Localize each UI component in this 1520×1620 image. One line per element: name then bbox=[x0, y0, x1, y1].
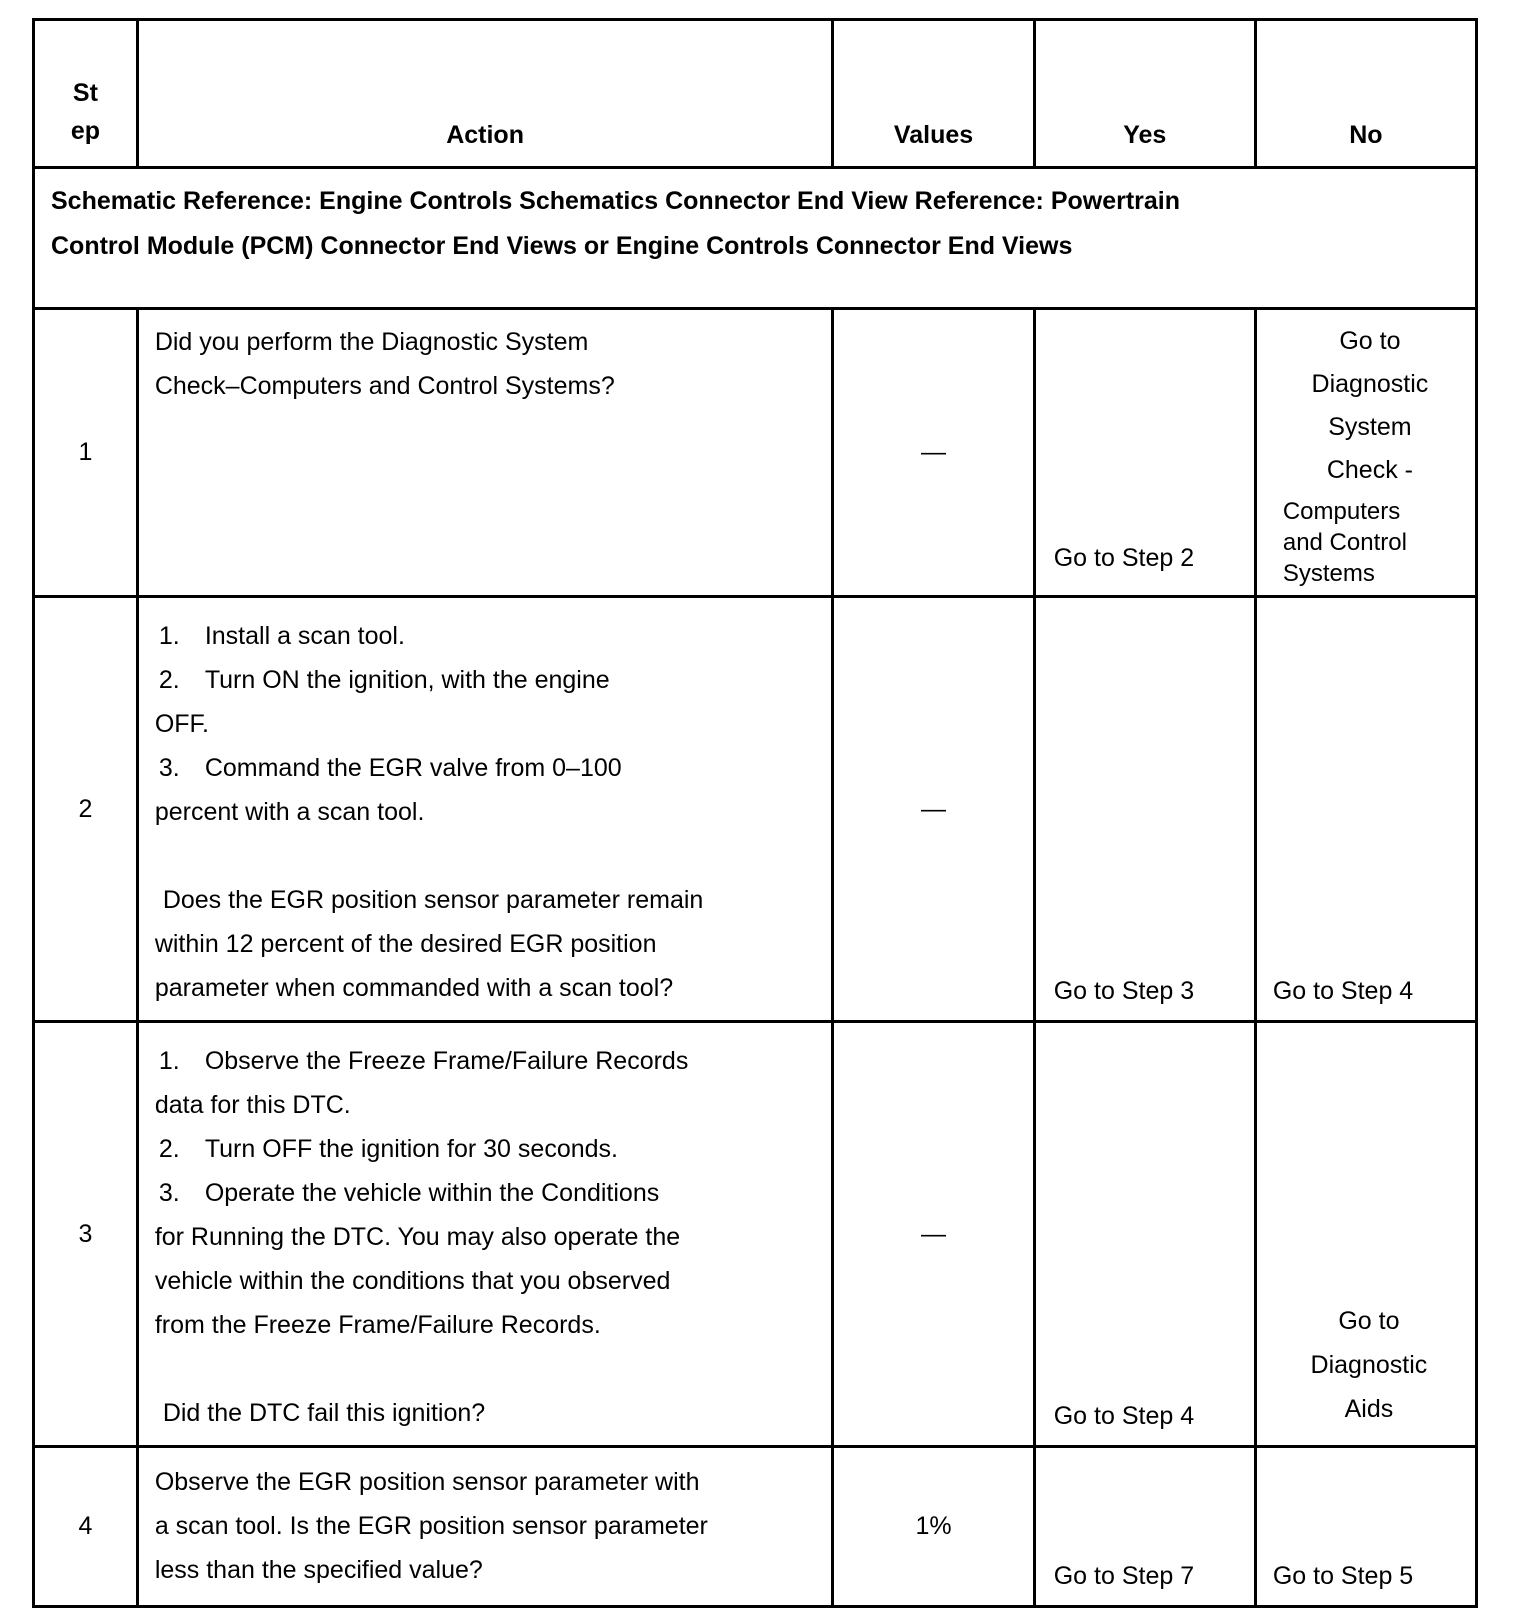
step-number: 4 bbox=[34, 1447, 138, 1607]
action-question: parameter when commanded with a scan tool? bbox=[154, 974, 674, 1002]
action-line: OFF. bbox=[154, 710, 209, 738]
step-value: — bbox=[833, 309, 1034, 597]
step-row-3 bbox=[34, 1022, 1477, 1447]
action-line: data for this DTC. bbox=[154, 1091, 351, 1119]
header-step-line2: ep bbox=[70, 117, 100, 145]
action-item: 1. Observe the Freeze Frame/Failure Records bbox=[158, 1047, 689, 1075]
schematic-reference bbox=[34, 168, 1477, 309]
step-number: 3 bbox=[34, 1022, 138, 1447]
action-item: 1. Install a scan tool. bbox=[158, 622, 405, 650]
yes-link[interactable]: Go to Step 3 bbox=[1034, 597, 1255, 1022]
step-row-1 bbox=[34, 309, 1477, 597]
no-line: Diagnostic bbox=[1310, 1351, 1428, 1379]
no-link[interactable] bbox=[1255, 309, 1476, 597]
no-link[interactable]: Go to Step 4 bbox=[1255, 597, 1476, 1022]
action-question: Does the EGR position sensor parameter remain bbox=[162, 886, 704, 914]
no-link[interactable] bbox=[1255, 1022, 1476, 1447]
action-line: vehicle within the conditions that you observed bbox=[154, 1267, 671, 1295]
action-item: 3. Operate the vehicle within the Conditions bbox=[158, 1179, 660, 1207]
header-no: No bbox=[1255, 20, 1476, 168]
action-item: 3. Command the EGR valve from 0–100 bbox=[158, 754, 622, 782]
action-line: Observe the EGR position sensor parameter with bbox=[154, 1468, 700, 1496]
action-item: 2. Turn OFF the ignition for 30 seconds. bbox=[158, 1135, 618, 1163]
yes-link[interactable]: Go to Step 7 bbox=[1034, 1447, 1255, 1607]
yes-link[interactable]: Go to Step 4 bbox=[1034, 1022, 1255, 1447]
header-step bbox=[34, 20, 138, 168]
step-number: 1 bbox=[34, 309, 138, 597]
header-step-line1: St bbox=[72, 79, 98, 107]
action-line: from the Freeze Frame/Failure Records. bbox=[154, 1311, 601, 1339]
header-action: Action bbox=[137, 20, 833, 168]
step-row-4 bbox=[34, 1447, 1477, 1607]
action-line: a scan tool. Is the EGR position sensor parameter bbox=[154, 1512, 708, 1540]
reference-line-2: Control Module (PCM) Connector End Views or Engine Controls Connector End Views bbox=[51, 232, 1073, 260]
header-row bbox=[34, 20, 1477, 168]
step-action bbox=[137, 597, 833, 1022]
step-action bbox=[137, 309, 833, 597]
step-action bbox=[137, 1022, 833, 1447]
no-link[interactable]: Go to Step 5 bbox=[1255, 1447, 1476, 1607]
action-line: for Running the DTC. You may also operate the bbox=[154, 1223, 681, 1251]
yes-link[interactable]: Go to Step 2 bbox=[1034, 309, 1255, 597]
action-line: less than the specified value? bbox=[154, 1556, 483, 1584]
step-row-2 bbox=[34, 597, 1477, 1022]
header-yes: Yes bbox=[1034, 20, 1255, 168]
action-line: percent with a scan tool. bbox=[154, 798, 425, 826]
action-question: Did the DTC fail this ignition? bbox=[162, 1399, 486, 1427]
no-line: Go to bbox=[1338, 1307, 1400, 1335]
action-line: Did you perform the Diagnostic System bbox=[154, 328, 589, 356]
step-value: — bbox=[833, 1022, 1034, 1447]
step-number: 2 bbox=[34, 597, 138, 1022]
step-action bbox=[137, 1447, 833, 1607]
no-line: and Control bbox=[1282, 529, 1407, 556]
reference-line-1: Schematic Reference: Engine Controls Schematics Connector End View Reference: Powertrain bbox=[51, 187, 1181, 215]
action-question: within 12 percent of the desired EGR position bbox=[154, 930, 657, 958]
no-line: Systems bbox=[1282, 560, 1375, 587]
no-line: System bbox=[1328, 413, 1412, 441]
action-line: Check–Computers and Control Systems? bbox=[154, 372, 615, 400]
no-line: Check - bbox=[1326, 456, 1413, 484]
no-line: Go to bbox=[1339, 327, 1401, 355]
step-value: 1% bbox=[833, 1447, 1034, 1607]
no-line: Computers bbox=[1282, 498, 1401, 525]
reference-row bbox=[34, 168, 1477, 309]
step-value: — bbox=[833, 597, 1034, 1022]
action-item: 2. Turn ON the ignition, with the engine bbox=[158, 666, 610, 694]
header-values: Values bbox=[833, 20, 1034, 168]
no-line: Aids bbox=[1344, 1395, 1394, 1423]
no-line: Diagnostic bbox=[1311, 370, 1429, 398]
diagnostic-table bbox=[32, 18, 1478, 1608]
